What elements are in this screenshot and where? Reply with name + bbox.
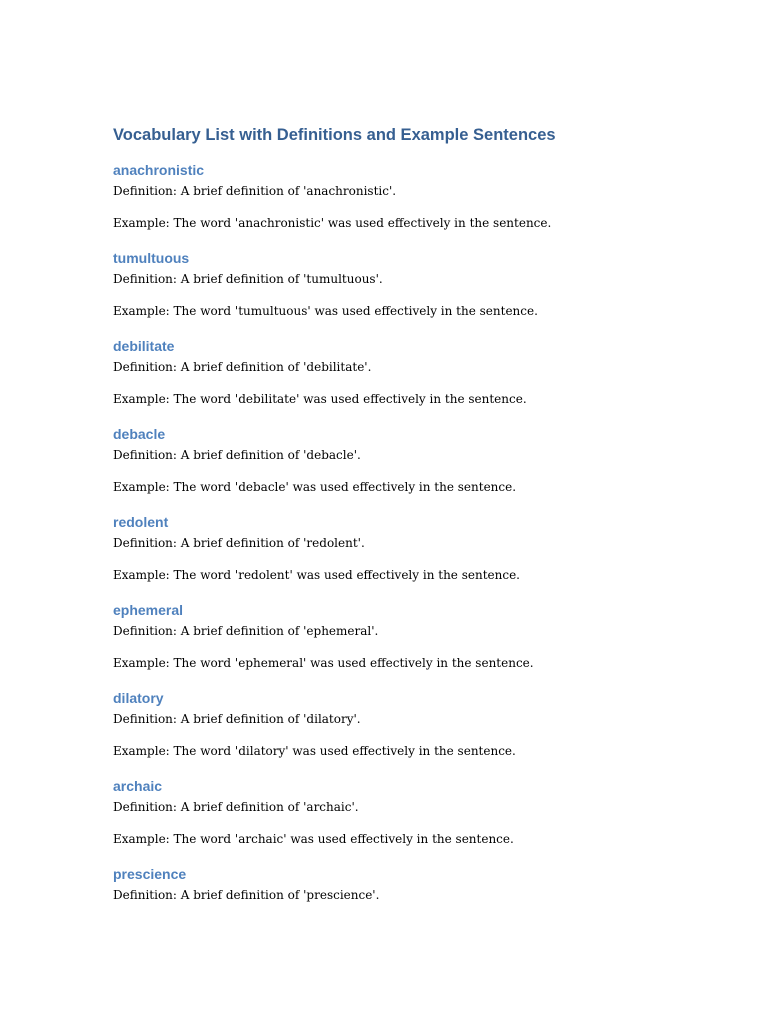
vocab-entry	[113, 161, 713, 249]
vocab-example: Example: The word 'dilatory' was used effectively in the sentence.	[113, 744, 516, 758]
vocab-term: debilitate	[113, 338, 175, 354]
vocab-term: debacle	[113, 426, 166, 442]
vocab-example: Example: The word 'redolent' was used effectively in the sentence.	[113, 568, 520, 582]
vocab-example: Example: The word 'ephemeral' was used effectively in the sentence.	[113, 656, 534, 670]
vocab-entry	[113, 425, 713, 513]
vocabulary-list	[113, 161, 713, 953]
vocab-term: archaic	[113, 778, 163, 794]
vocab-definition: Definition: A brief definition of 'redolent'.	[113, 536, 365, 550]
vocab-definition: Definition: A brief definition of 'debacle'.	[113, 448, 361, 462]
vocab-term: dilatory	[113, 690, 164, 706]
vocab-entry	[113, 337, 713, 425]
vocab-example: Example: The word 'archaic' was used effectively in the sentence.	[113, 832, 514, 846]
vocab-example: Example: The word 'debacle' was used effectively in the sentence.	[113, 480, 517, 494]
vocab-definition: Definition: A brief definition of 'ephemeral'.	[113, 624, 379, 638]
vocab-definition: Definition: A brief definition of 'debilitate'.	[113, 360, 372, 374]
vocab-term: anachronistic	[113, 162, 205, 178]
vocab-term: prescience	[113, 866, 187, 882]
vocab-term: redolent	[113, 514, 169, 530]
vocab-entry	[113, 689, 713, 777]
vocab-entry	[113, 601, 713, 689]
vocab-definition: Definition: A brief definition of 'dilatory'.	[113, 712, 361, 726]
vocab-definition: Definition: A brief definition of 'anachronistic'.	[113, 184, 397, 198]
document-page	[113, 124, 713, 953]
vocab-example: Example: The word 'debilitate' was used effectively in the sentence.	[113, 392, 527, 406]
vocab-example: Example: The word 'anachronistic' was used effectively in the sentence.	[113, 216, 552, 230]
vocab-entry	[113, 777, 713, 865]
document-title: Vocabulary List with Definitions and Example Sentences	[113, 126, 556, 144]
vocab-entry	[113, 865, 713, 953]
vocab-entry	[113, 249, 713, 337]
vocab-term: tumultuous	[113, 250, 190, 266]
vocab-definition: Definition: A brief definition of 'tumultuous'.	[113, 272, 383, 286]
vocab-entry	[113, 513, 713, 601]
vocab-definition: Definition: A brief definition of 'prescience'.	[113, 888, 380, 902]
vocab-term: ephemeral	[113, 602, 184, 618]
vocab-definition: Definition: A brief definition of 'archaic'.	[113, 800, 359, 814]
vocab-example: Example: The word 'tumultuous' was used effectively in the sentence.	[113, 304, 538, 318]
